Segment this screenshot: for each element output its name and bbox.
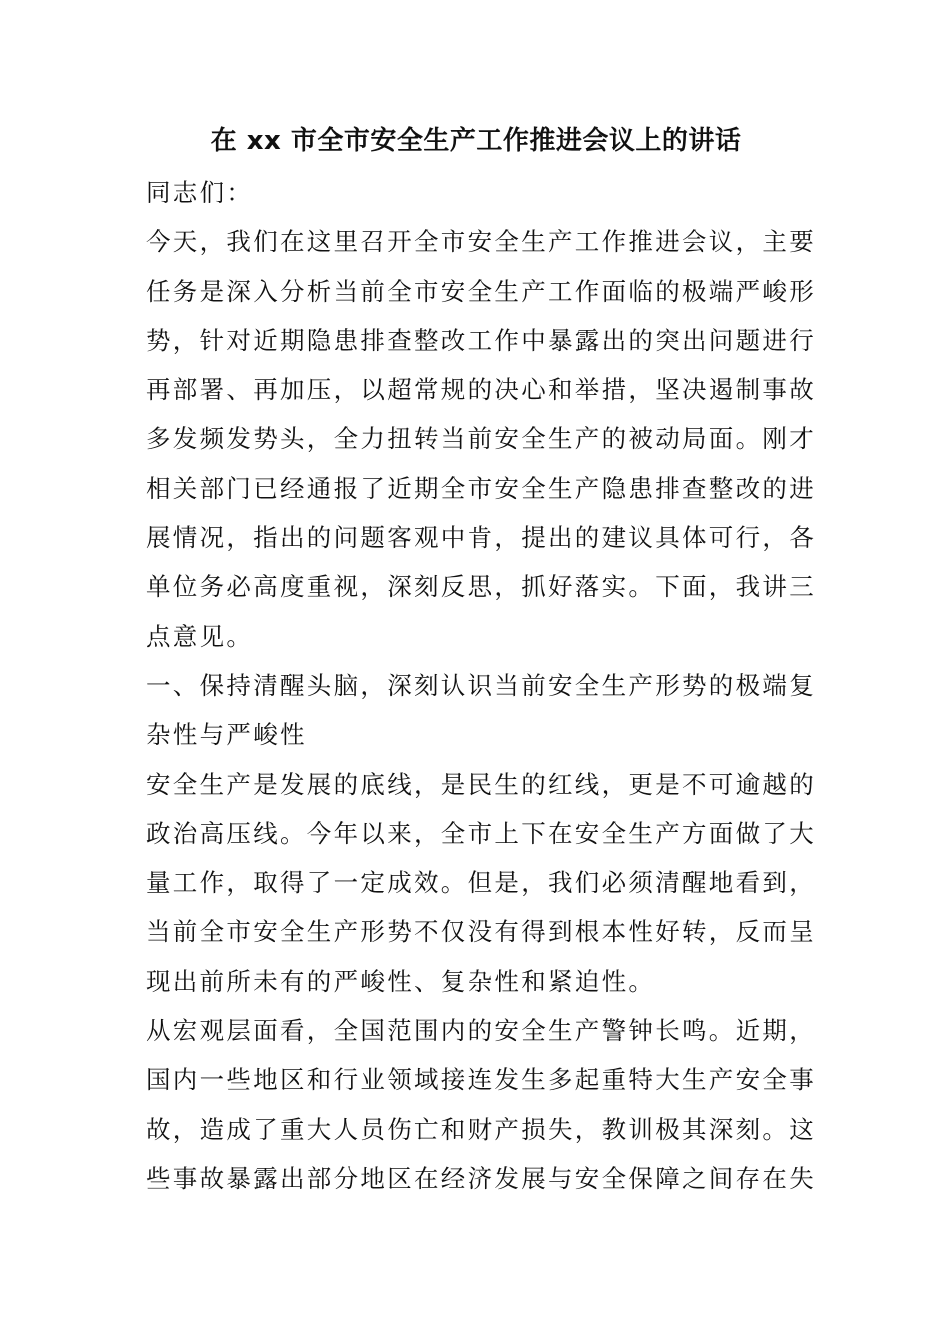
text-line: 多发频发势头，全力扭转当前安全生产的被动局面。刚才 bbox=[146, 424, 816, 454]
text-line: 任务是深入分析当前全市安全生产工作面临的极端严峻形 bbox=[146, 276, 816, 306]
salutation bbox=[146, 168, 806, 217]
text-line: 再部署、再加压，以超常规的决心和举措，坚决遏制事故 bbox=[146, 375, 816, 405]
paragraph-body-1 bbox=[146, 760, 816, 1006]
text-line: 量工作，取得了一定成效。但是，我们必须清醒地看到， bbox=[146, 868, 816, 898]
document-page bbox=[146, 118, 816, 1203]
text-line: 从宏观层面看，全国范围内的安全生产警钟长鸣。近期， bbox=[146, 1016, 816, 1046]
paragraph-body-2 bbox=[146, 1006, 816, 1203]
text-line: 当前全市安全生产形势不仅没有得到根本性好转，反而呈 bbox=[146, 917, 816, 947]
text-line: 相关部门已经通报了近期全市安全生产隐患排查整改的进 bbox=[146, 473, 816, 503]
text-line: 同志们： bbox=[146, 178, 254, 207]
text-line: 杂性与严峻性 bbox=[146, 720, 307, 750]
section-heading-1 bbox=[146, 661, 816, 760]
text-line: 单位务必高度重视，深刻反思，抓好落实。下面，我讲三 bbox=[146, 572, 816, 602]
text-line: 现出前所未有的严峻性、复杂性和紧迫性。 bbox=[146, 966, 656, 996]
paragraph-intro bbox=[146, 217, 816, 661]
text-line: 点意见。 bbox=[146, 621, 254, 651]
text-line: 故，造成了重大人员伤亡和财产损失，教训极其深刻。这 bbox=[146, 1114, 816, 1144]
text-line: 今天，我们在这里召开全市安全生产工作推进会议，主要 bbox=[146, 227, 816, 257]
text-line: 安全生产是发展的底线，是民生的红线，更是不可逾越的 bbox=[146, 769, 816, 799]
document-title: 在 xx 市全市安全生产工作推进会议上的讲话 bbox=[210, 126, 742, 156]
text-line: 势，针对近期隐患排查整改工作中暴露出的突出问题进行 bbox=[146, 325, 816, 355]
text-line: 国内一些地区和行业领域接连发生多起重特大生产安全事 bbox=[146, 1065, 816, 1095]
text-line: 政治高压线。今年以来，全市上下在安全生产方面做了大 bbox=[146, 818, 816, 848]
text-line: 展情况，指出的问题客观中肯，提出的建议具体可行，各 bbox=[146, 523, 816, 553]
text-line: 一、保持清醒头脑，深刻认识当前安全生产形势的极端复 bbox=[146, 670, 816, 700]
text-line: 些事故暴露出部分地区在经济发展与安全保障之间存在失 bbox=[146, 1163, 816, 1193]
